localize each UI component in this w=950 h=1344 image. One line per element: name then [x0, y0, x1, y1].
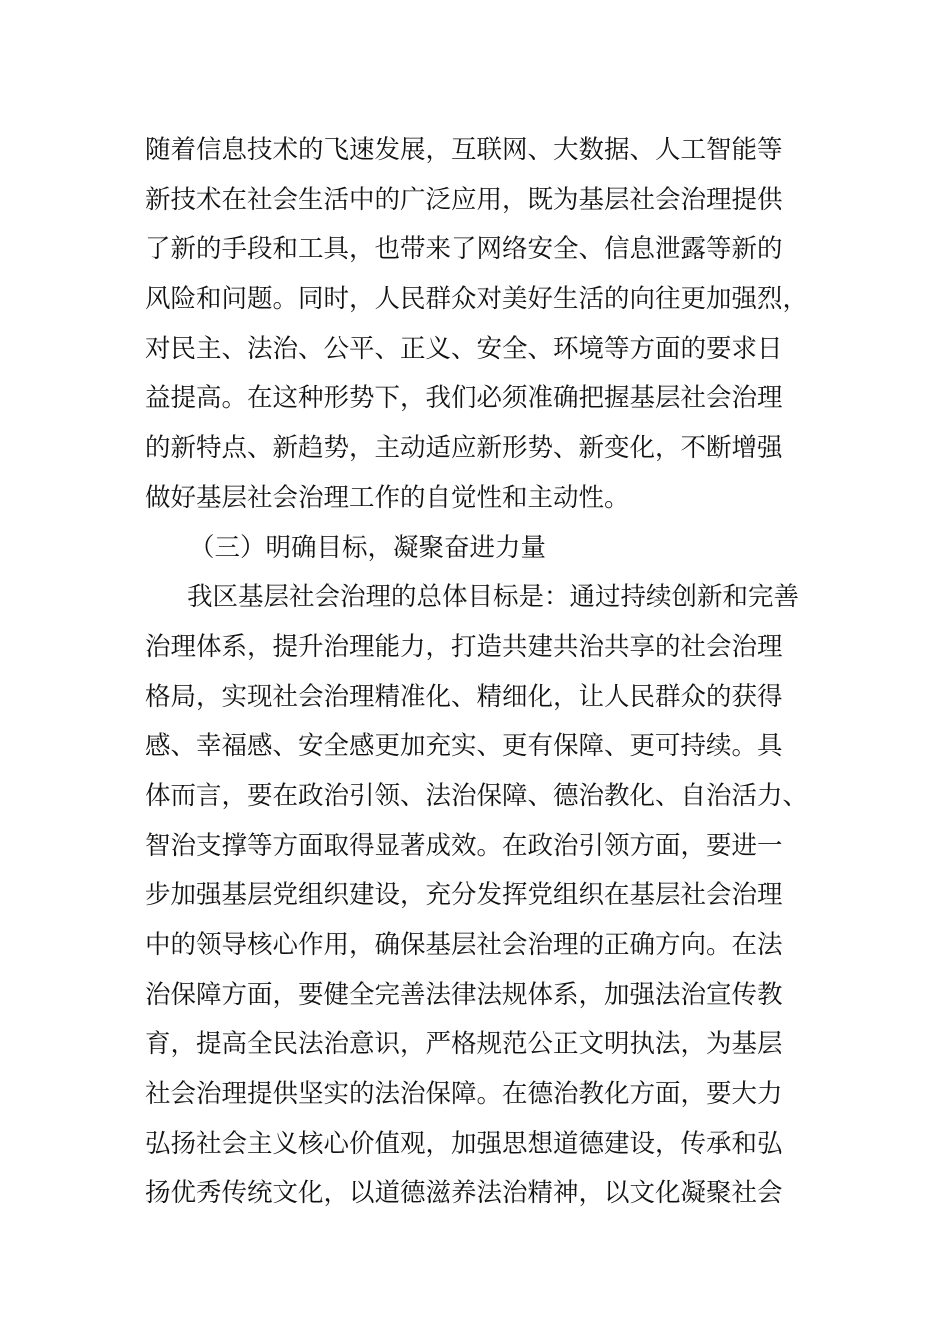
document-body: [145, 126, 810, 1219]
paragraph-line: 智治支撑等方面取得显著成效。在政治引领方面，要进一: [145, 830, 783, 861]
paragraph-line: 体而言，要在政治引领、法治保障、德治教化、自治活力、: [145, 780, 809, 811]
paragraph-line: 的新特点、新趋势，主动适应新形势、新变化，不断增强: [145, 433, 783, 464]
paragraph-line: 我区基层社会治理的总体目标是：通过持续创新和完善: [187, 582, 800, 613]
paragraph-1: [145, 126, 810, 524]
paragraph-line: 扬优秀传统文化，以道德滋养法治精神，以文化凝聚社会: [145, 1178, 783, 1209]
paragraph-line: 对民主、法治、公平、正义、安全、环境等方面的要求日: [145, 333, 783, 364]
paragraph-line: 格局，实现社会治理精准化、精细化，让人民群众的获得: [145, 681, 783, 712]
paragraph-2: [145, 573, 810, 1219]
paragraph-line: 治保障方面，要健全完善法律法规体系，加强法治宣传教: [145, 979, 783, 1010]
paragraph-line: 步加强基层党组织建设，充分发挥党组织在基层社会治理: [145, 880, 783, 911]
paragraph-line: 了新的手段和工具，也带来了网络安全、信息泄露等新的: [145, 234, 783, 265]
paragraph-line: 新技术在社会生活中的广泛应用，既为基层社会治理提供: [145, 184, 783, 215]
paragraph-line: 益提高。在这种形势下，我们必须准确把握基层社会治理: [145, 383, 783, 414]
paragraph-line: 随着信息技术的飞速发展，互联网、大数据、人工智能等: [145, 135, 783, 165]
paragraph-line: 社会治理提供坚实的法治保障。在德治教化方面，要大力: [145, 1079, 783, 1110]
paragraph-line: 弘扬社会主义核心价值观，加强思想道德建设，传承和弘: [145, 1128, 783, 1159]
paragraph-line: 育，提高全民法治意识，严格规范公正文明执法，为基层: [145, 1029, 783, 1060]
section-heading: （三）明确目标，凝聚奋进力量: [189, 532, 547, 563]
paragraph-line: 做好基层社会治理工作的自觉性和主动性。: [145, 482, 630, 513]
paragraph-line: 中的领导核心作用，确保基层社会治理的正确方向。在法: [145, 930, 783, 960]
paragraph-line: 治理体系，提升治理能力，打造共建共治共享的社会治理: [145, 631, 783, 662]
paragraph-line: 风险和问题。同时，人民群众对美好生活的向往更加强烈，: [145, 284, 809, 315]
paragraph-line: 感、幸福感、安全感更加充实、更有保障、更可持续。具: [145, 731, 783, 762]
